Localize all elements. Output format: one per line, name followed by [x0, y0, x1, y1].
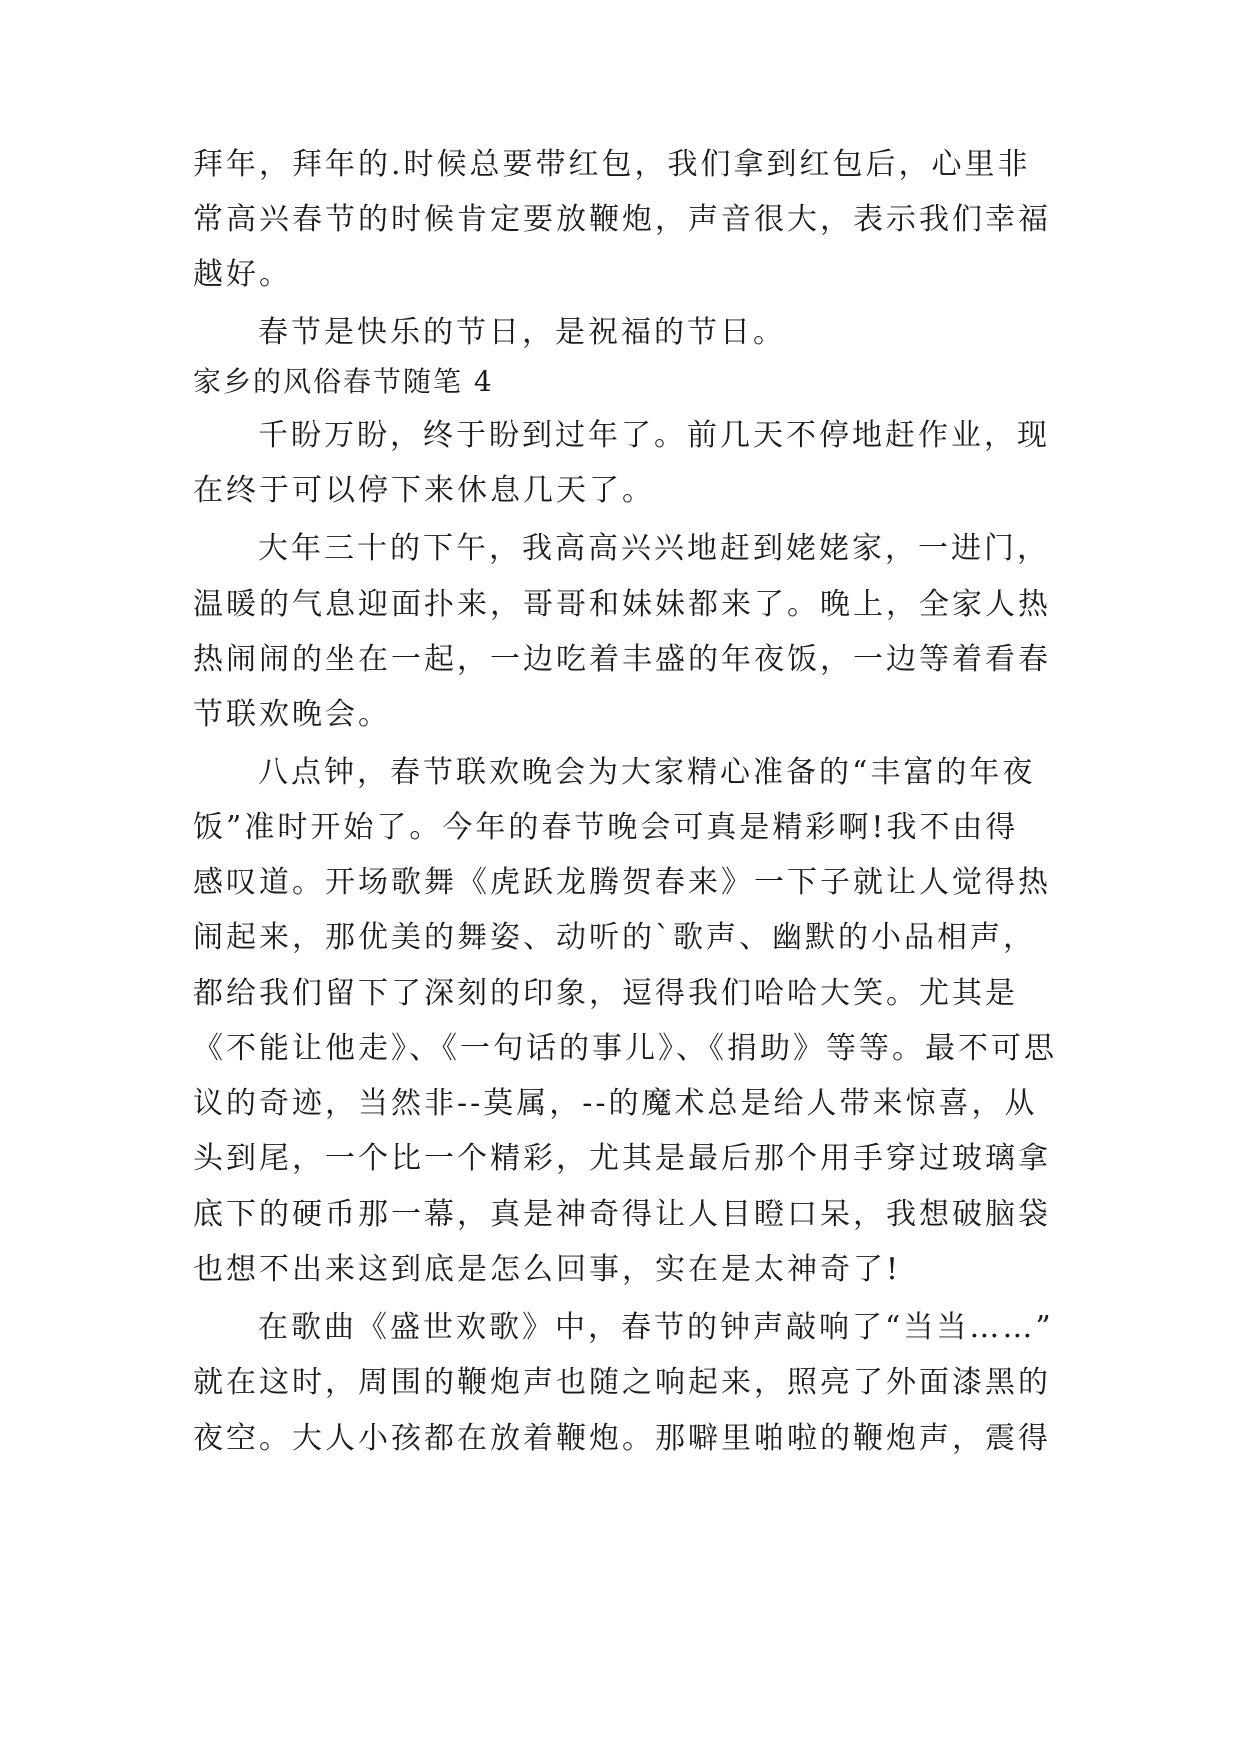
text-line: 热闹闹的坐在一起，一边吃着丰盛的年夜饭，一边等着看春 [193, 642, 1051, 677]
text-line: 常高兴春节的时候肯定要放鞭炮，声音很大，表示我们幸福 [193, 202, 1051, 237]
text-line: 《不能让他走》、《一句话的事儿》、《捐助》等等。最不可思 [193, 1031, 1057, 1066]
text-line: 夜空。大人小孩都在放着鞭炮。那噼里啪啦的鞭炮声，震得 [193, 1421, 1051, 1456]
text-line: 千盼万盼，终于盼到过年了。前几天不停地赶作业，现 [258, 418, 1050, 453]
text-line: 在歌曲《盛世欢歌》中，春节的钟声敲响了“当当……” [258, 1310, 1054, 1345]
text-line: 越好。 [193, 257, 292, 292]
text-line: 温暖的气息迎面扑来，哥哥和妹妹都来了。晚上，全家人热 [193, 587, 1051, 622]
text-line: 也想不出来这到底是怎么回事，实在是太神奇了! [193, 1252, 902, 1287]
section-heading: 家乡的风俗春节随笔 4 [193, 365, 494, 398]
text-line: 大年三十的下午，我高高兴兴地赶到姥姥家，一进门， [258, 531, 1050, 566]
text-line: 节联欢晚会。 [193, 697, 391, 732]
text-line: 春节是快乐的节日，是祝福的节日。 [258, 315, 786, 350]
text-line: 头到尾，一个比一个精彩，尤其是最后那个用手穿过玻璃拿 [193, 1141, 1051, 1176]
text-line: 拜年，拜年的.时候总要带红包，我们拿到红包后，心里非 [193, 147, 1031, 182]
text-line: 感叹道。开场歌舞《虎跃龙腾贺春来》一下子就让人觉得热 [193, 865, 1051, 900]
text-line: 在终于可以停下来休息几天了。 [193, 473, 655, 508]
text-line: 都给我们留下了深刻的印象，逗得我们哈哈大笑。尤其是 [193, 976, 1018, 1011]
text-line: 就在这时，周围的鞭炮声也随之响起来，照亮了外面漆黑的 [193, 1365, 1051, 1400]
text-line: 闹起来，那优美的舞姿、动听的`歌声、幽默的小品相声， [193, 920, 1036, 955]
text-line: 议的奇迹，当然非--莫属，--的魔术总是给人带来惊喜，从 [193, 1086, 1038, 1121]
text-line: 饭”准时开始了。今年的春节晚会可真是精彩啊!我不由得 [193, 810, 1019, 845]
text-line: 八点钟，春节联欢晚会为大家精心准备的“丰富的年夜 [258, 755, 1036, 790]
text-line: 底下的硬币那一幕，真是神奇得让人目瞪口呆，我想破脑袋 [193, 1197, 1051, 1232]
